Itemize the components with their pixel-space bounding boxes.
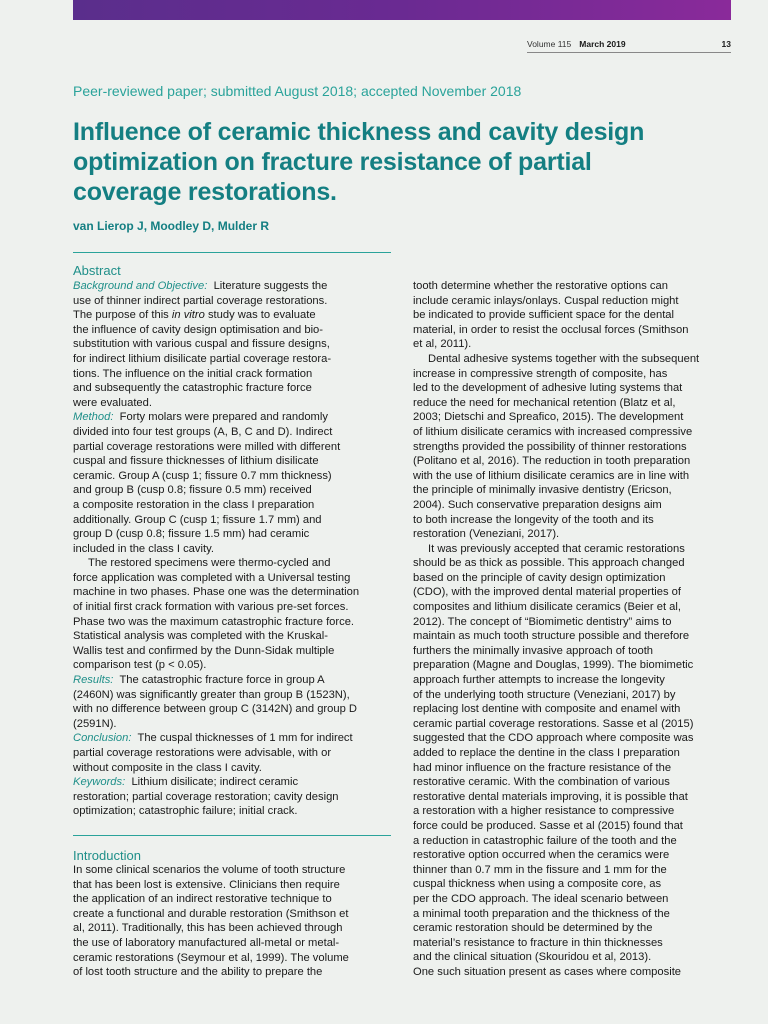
author-list: van Lierop J, Moodley D, Mulder R [73, 219, 270, 233]
introduction-body: In some clinical scenarios the volume of tooth structure that has been lost is extensive. Clinicians then require the application of an indirect restorative technique to create a functional and durable restoration (Smithson et al, 2011). Traditionally, this has been achieved through the use of laboratory manufactured all-metal or metal- ceramic restorations (Seymour et al, 1999). The volume of lost tooth structure and the ability to prepare the [73, 864, 349, 979]
body-paragraph: Dental adhesive systems together with the subsequent increase in compressive strength of composite, has led to the development of adhesive luting systems that reduce the need for mechanical retention (Blatz et al, 2003; Dietschi and Spreafico, 2015). The development of lithium disilicate ceramics with increased compressive strengths provided the possibility of thinner restorations (Politano et al, 2016). The reduction in tooth preparation with the use of lithium disilicate ceramics are in line with the principle of minimally invasive dentistry (Ericson, 2004). Such conservative preparation designs aim to both increase the longevity of the tooth and its restoration (Veneziani, 2017). [413, 352, 700, 541]
abstract-background: Background and Objective: Literature suggests the use of thinner indirect partial coverage restorations. The purpose of this in vitro study was to evaluate the influence of cavity design optimisation and bio- substitution with various cuspal and fissure designs, for indirect lithium disilicate partial coverage restora- tions. The influence on the initial crack formation and subsequently the catastrophic fracture force were evaluated. [73, 280, 332, 409]
issue-info [527, 39, 731, 49]
section-divider [73, 252, 391, 253]
introduction-heading: Introduction [73, 848, 141, 863]
page-number: 13 [721, 39, 731, 49]
issue-date: March 2019 [579, 39, 626, 49]
title-line: optimization on fracture resistance of partial [73, 148, 592, 176]
abstract-method: Method: Forty molars were prepared and randomly divided into four test groups (A, B, C and D). Indirect partial coverage restorations were milled with different cuspal and fissure thicknesses of lithium disilicate ceramic. Group A (cusp 1; fissure 0.7 mm thickness) and group B (cusp 0.8; fissure 0.5 mm) received a composite restoration in the class I preparation additionally. Group C (cusp 1; fissure 1.7 mm) and group D (cusp 0.8; fissure 1.5 mm) had ceramic included in the class I cavity. [73, 411, 341, 555]
volume-label: Volume 115 [527, 39, 572, 49]
section-divider [73, 835, 391, 836]
paper-title [73, 117, 733, 207]
conclusion-label: Conclusion: [73, 732, 132, 745]
background-label: Background and Objective: [73, 280, 208, 292]
header-color-band [73, 0, 731, 20]
header-rule [527, 52, 731, 53]
body-paragraph: It was previously accepted that ceramic restorations should be as thick as possible. This approach changed based on the principle of cavity design optimization (CDO), with the improved dental material properties of composites and lithium disilicate ceramics (Beier et al, 2012). The concept of “Biomimetic dentistry” aims to maintain as much tooth structure possible and therefore furthers the minimally invasive approach of tooth preparation (Magne and Douglas, 1999). The biomimetic approach further attempts to increase the longevity of the underlying tooth structure (Veneziani, 2017) by replacing lost dentine with composite and enamel with ceramic partial coverage restorations. Sasse et al (2015) suggested that the CDO approach where composite was added to replace the dentine in the class I preparation had minor influence on the fracture resistance of the restorative ceramic. With the combination of various restorative dental materials improving, it is possible that a restoration with a higher resistance to compressive force could be produced. Sasse et al (2015) found that a reduction in catastrophic failure of the tooth and the restorative option occurred when the ceramics were thinner than 0.7 mm in the fissure and 1 mm for the cuspal thickness when using a composite core, as per the CDO approach. The ideal scenario between a minimal tooth preparation and the thickness of the ceramic restoration should be determined by the material’s resistance to fracture in thin thicknesses and the clinical situation (Skouridou et al, 2013). One such situation present as cases where composite [413, 542, 694, 978]
abstract-method-continued: The restored specimens were thermo-cycled and force application was completed with a Universal testing machine in two phases. Phase one was the determination of initial first crack formation with various pre-set forces. Phase two was the maximum catastrophic fracture force. Statistical analysis was completed with the Kruskal- Wallis test and confirmed by the Dunn-Sidak multiple comparison test (p < 0.05). [73, 557, 360, 672]
abstract-keywords: Keywords: Lithium disilicate; indirect ceramic restoration; partial coverage restoration; cavity design optimization; catastrophic failure; initial crack. [73, 776, 339, 818]
abstract-body [73, 279, 391, 819]
abstract-heading: Abstract [73, 263, 121, 278]
peer-review-note: Peer-reviewed paper; submitted August 2018; accepted November 2018 [73, 83, 522, 99]
results-label: Results: [73, 674, 114, 687]
right-column-text [413, 279, 731, 980]
abstract-results: Results: The catastrophic fracture force in group A (2460N) was significantly greater than group B (1523N), with no difference between group C (3142N) and group D (2591N). [73, 674, 358, 730]
abstract-conclusion: Conclusion: The cuspal thicknesses of 1 mm for indirect partial coverage restorations were advisable, with or without composite in the class I cavity. [73, 732, 353, 774]
method-label: Method: [73, 411, 114, 424]
body-paragraph: tooth determine whether the restorative options can include ceramic inlays/onlays. Cuspal reduction might be indicated to provide sufficient space for the dental material, in order to resist the occlusal forces (Smithson et al, 2011). [413, 280, 689, 351]
title-line: coverage restorations. [73, 178, 337, 206]
title-line: Influence of ceramic thickness and cavity design [73, 118, 645, 146]
keywords-label: Keywords: [73, 776, 126, 789]
